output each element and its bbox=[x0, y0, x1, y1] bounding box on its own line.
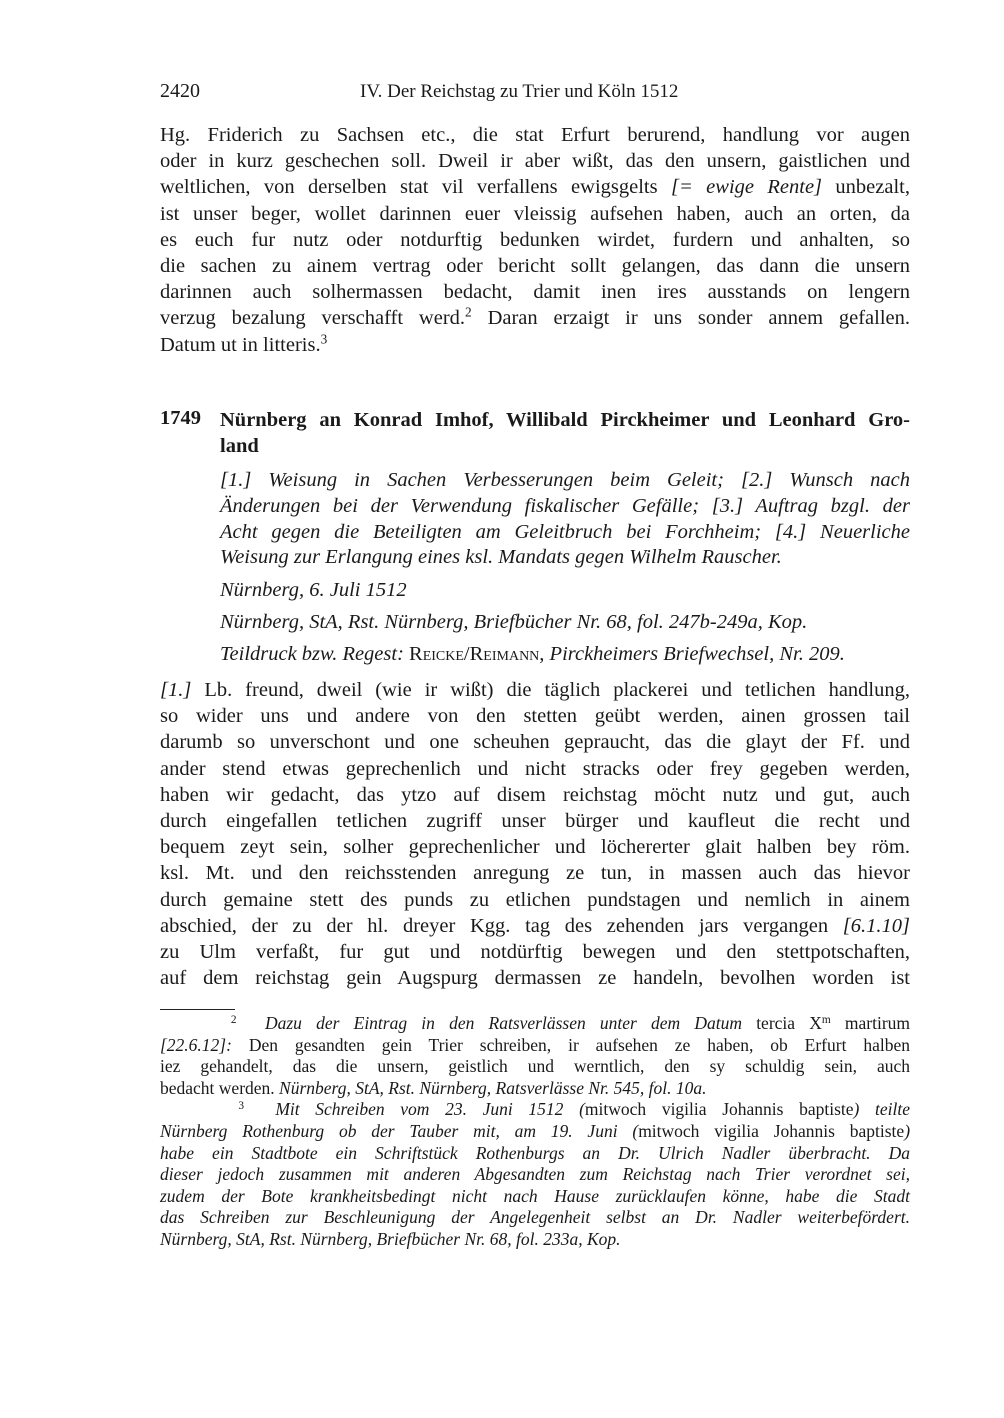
text-line bbox=[160, 201, 910, 227]
text-run: iez gehandelt, das die unsern, geistlich und werntlich, den sy schuldig sein, auch bbox=[160, 1056, 910, 1077]
text-run: Nürnberg Rothenburg ob der Tauber mit, am 19. Juni ( bbox=[160, 1120, 639, 1141]
text-run: weltlichen, von derselben stat vil verfallens ewigsgelts bbox=[160, 176, 671, 199]
text-run: darinnen auch solhermassen bedacht, damit inen ires ausstands on lengern bbox=[160, 281, 910, 304]
text-run: die sachen zu ainem vertrag oder bericht sollt gelangen, das dann die unsern bbox=[160, 254, 910, 277]
text-run: [= ewige Rente] bbox=[670, 176, 823, 199]
text-line bbox=[160, 1121, 910, 1143]
text-line bbox=[160, 305, 910, 331]
text-run: zudem der Bote krankheitsbedingt nicht nach Hause zurücklaufen könne, habe die Stadt bbox=[160, 1185, 910, 1206]
text-line bbox=[160, 834, 910, 860]
footnotes bbox=[160, 1013, 910, 1251]
text-line bbox=[160, 808, 910, 834]
footnote-marker[interactable]: 3 bbox=[320, 331, 328, 347]
text-run: Datum ut in litteris. bbox=[160, 333, 321, 356]
text-run: [6.1.10] bbox=[842, 914, 910, 937]
document-print-reference bbox=[220, 643, 910, 666]
text-run: oder in kurz geschechen soll. Dweil ir aber wißt, das den unsern, gaistlichen und bbox=[160, 150, 910, 173]
text-line bbox=[160, 965, 910, 991]
text-run: durch gemaine stett des punds zu etlichen pundstagen und nemlich in ainem bbox=[160, 888, 910, 911]
text-run: Hg. Friderich zu Sachsen etc., die stat Erfurt berurend, handlung vor augen bbox=[160, 124, 910, 146]
text-run: land bbox=[220, 435, 259, 457]
text-run bbox=[160, 1013, 231, 1033]
text-line bbox=[160, 1207, 910, 1229]
text-run: darumb so unverschont und one scheuhen gepraucht, das die glayt der Ff. und bbox=[160, 731, 910, 754]
text-line bbox=[160, 1099, 910, 1121]
text-run bbox=[160, 1099, 238, 1119]
text-line bbox=[160, 1056, 910, 1078]
text-run: Nürnberg an Konrad Imhof, Willibald Pirckheimer und Leonhard Gro- bbox=[220, 409, 910, 431]
text-line bbox=[220, 468, 910, 494]
text-run: habe ein Stadtbote ein Schriftstück Rothenburgs an Dr. Ulrich Nadler überbracht. Da bbox=[160, 1142, 910, 1163]
text-line bbox=[160, 860, 910, 886]
document-title bbox=[220, 407, 910, 459]
text-run: Mit Schreiben vom 23. Juni 1512 ( bbox=[275, 1099, 585, 1120]
text-line bbox=[160, 939, 910, 965]
text-run: bequem zeyt sein, solher geprechenlicher und löchererter glait halben bey röm. bbox=[160, 836, 910, 859]
text-line bbox=[220, 520, 910, 546]
text-line bbox=[160, 1186, 910, 1208]
text-run: das Schreiben zur Beschleunigung der Angelegenheit selbst an Dr. Nadler weiterbefördert. bbox=[160, 1207, 910, 1228]
text-run: dieser jedoch zusammen mit anderen Abgesandten zum Reichstag nach Trier verordnet sei, bbox=[160, 1164, 910, 1185]
text-line bbox=[160, 1229, 910, 1251]
text-line bbox=[160, 887, 910, 913]
text-run: , Pirckheimers Briefwechsel, Nr. 209. bbox=[539, 643, 845, 665]
running-title: IV. Der Reichstag zu Trier und Köln 1512 bbox=[360, 81, 679, 102]
text-line bbox=[160, 174, 910, 200]
text-line bbox=[220, 494, 910, 520]
text-line bbox=[160, 332, 910, 358]
text-run: es euch fur nutz oder notdurftig bedunken wirdet, furdern und anhalten, so bbox=[160, 228, 910, 251]
text-run bbox=[237, 1013, 265, 1033]
text-line bbox=[160, 1078, 910, 1100]
document-summary bbox=[220, 468, 910, 571]
text-run: mitwoch vigilia Johannis baptiste bbox=[584, 1099, 854, 1120]
text-line bbox=[160, 677, 910, 703]
text-run: ) bbox=[904, 1120, 911, 1141]
text-line bbox=[160, 756, 910, 782]
text-run: [1.] Weisung in Sachen Verbesserungen beim Geleit; [2.] Wunsch nach bbox=[220, 469, 910, 491]
text-line bbox=[160, 782, 910, 808]
text-run: unbezalt, bbox=[822, 176, 910, 199]
text-run: ander stend etwas geprechenlich und nicht stracks oder frey gegeben werden, bbox=[160, 757, 910, 780]
text-line bbox=[220, 433, 910, 459]
document-source: Nürnberg, StA, Rst. Nürnberg, Briefbücher Nr. 68, fol. 247b-249a, Kop. bbox=[220, 611, 808, 633]
text-run: Änderungen bei der Verwendung fiskalischer Gefälle; [3.] Auftrag bzgl. der bbox=[220, 494, 910, 517]
text-run: Den gesandten gein Trier schreiben, ir aufsehen ze haben, ob Erfurt halben bbox=[231, 1034, 910, 1055]
text-run bbox=[244, 1099, 275, 1119]
text-line bbox=[160, 279, 910, 305]
text-run: verzug bezalung verschafft werd. bbox=[160, 307, 466, 330]
text-line bbox=[160, 913, 910, 939]
text-run: ist unser beger, wollet darinnen euer vleissig aufsehen haben, auch an orten, da bbox=[160, 202, 910, 225]
text-run: martirum bbox=[830, 1013, 911, 1033]
text-run: Teildruck bzw. Regest: bbox=[220, 643, 410, 665]
text-run: durch eingefallen tetlichen zugriff unser bürger und kaufleut die recht und bbox=[160, 809, 910, 832]
text-line bbox=[160, 1035, 910, 1057]
text-line bbox=[220, 545, 910, 571]
text-run: ) teilte bbox=[853, 1099, 911, 1120]
letter-paragraph-1 bbox=[160, 122, 910, 358]
text-run: auf dem reichstag gein Augspurg dermassen ze handeln, bevolhen worden ist bbox=[160, 967, 910, 990]
text-run: haben wir gedacht, das ytzo auf disem reichstag möcht nutz und gut, auch bbox=[160, 783, 910, 806]
text-line bbox=[160, 253, 910, 279]
text-run: [1.] bbox=[160, 679, 192, 701]
text-run: Reicke/Reimann bbox=[409, 643, 540, 665]
text-line bbox=[160, 1143, 910, 1165]
page-number: 2420 bbox=[160, 80, 200, 102]
footnote-marker[interactable]: 2 bbox=[230, 1013, 237, 1026]
text-line bbox=[220, 407, 910, 433]
text-line bbox=[160, 729, 910, 755]
text-line bbox=[160, 1013, 910, 1035]
text-run: Lb. freund, dweil (wie ir wißt) die täglich plackerei und tetlichen handlung, bbox=[191, 679, 910, 701]
text-run: Acht gegen die Beteiligten am Geleitbruch bei Forchheim; [4.] Neuerliche bbox=[220, 520, 910, 543]
text-run: zu Ulm verfaßt, fur gut und notdürftig bewegen und den stettpotschaften, bbox=[160, 940, 910, 963]
document-place-date: Nürnberg, 6. Juli 1512 bbox=[220, 579, 407, 601]
text-line bbox=[160, 703, 910, 729]
text-line bbox=[160, 122, 910, 148]
text-line bbox=[160, 227, 910, 253]
letter-paragraph-2 bbox=[160, 677, 910, 991]
text-run: [22.6.12]: bbox=[160, 1034, 232, 1055]
text-run: Nürnberg, StA, Rst. Nürnberg, Ratsverlässe Nr. 545, fol. 10a. bbox=[279, 1077, 707, 1098]
footnote-marker[interactable]: 3 bbox=[238, 1100, 244, 1113]
text-run: Daran erzaigt ir uns sonder annem gefallen. bbox=[471, 307, 911, 330]
text-run: abschied, der zu der hl. dreyer Kgg. tag des zehenden jars vergangen bbox=[160, 914, 843, 937]
text-run: mitwoch vigilia Johannis baptiste bbox=[638, 1120, 905, 1141]
document-number: 1749 bbox=[160, 407, 201, 429]
text-run: ksl. Mt. und den reichsstenden anregung ze tun, in massen auch das hievor bbox=[160, 862, 910, 885]
footnote-marker[interactable]: 2 bbox=[465, 304, 472, 320]
text-line bbox=[160, 1164, 910, 1186]
text-run: bedacht werden. bbox=[160, 1077, 280, 1098]
text-run: Weisung zur Erlangung eines ksl. Mandats gegen Wilhelm Rauscher. bbox=[220, 546, 782, 569]
text-run: so wider uns und andere von den stetten geübt werden, ainen grossen tail bbox=[160, 705, 910, 728]
text-line bbox=[160, 148, 910, 174]
footnote-marker[interactable]: m bbox=[821, 1013, 831, 1026]
footnote-divider bbox=[160, 1009, 235, 1010]
text-run: tercia X bbox=[742, 1013, 822, 1033]
text-run: Nürnberg, StA, Rst. Nürnberg, Briefbücher Nr. 68, fol. 233a, Kop. bbox=[160, 1228, 621, 1249]
text-run: Dazu der Eintrag in den Ratsverlässen unter dem Datum bbox=[264, 1013, 743, 1033]
